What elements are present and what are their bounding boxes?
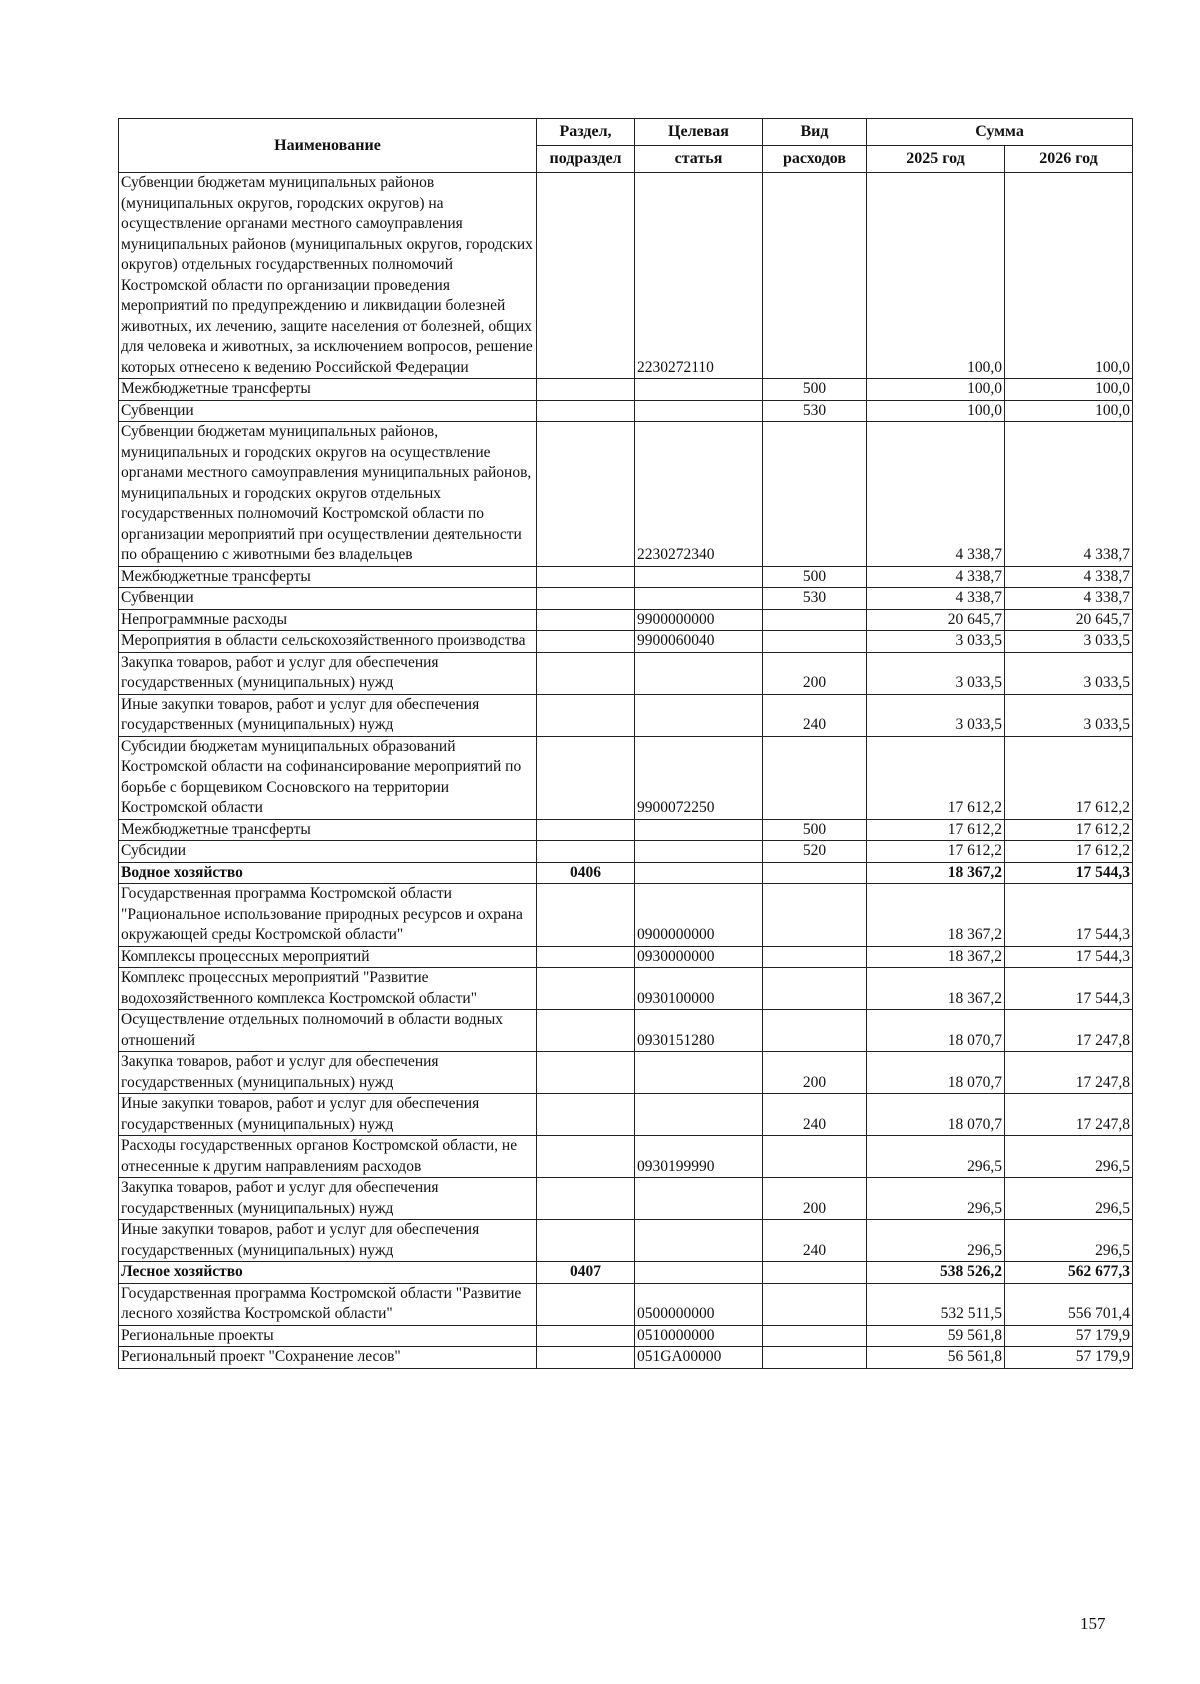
cell-sum-2025: 3 033,5 [867,631,1005,653]
table-row [119,884,1133,947]
cell-name: Комплекс процессных мероприятий "Развитие водохозяйственного комплекса Костромской области" [119,968,537,1010]
cell-sum-2025: 296,5 [867,1178,1005,1220]
cell-expense-type [763,1262,867,1284]
cell-sum-2025: 18 367,2 [867,862,1005,884]
cell-section [537,609,635,631]
table-row [119,379,1133,401]
table-row [119,1136,1133,1178]
cell-name: Закупка товаров, работ и услуг для обеспечения государственных (муниципальных) нужд [119,652,537,694]
cell-section: 0406 [537,862,635,884]
header-exptype-2: расходов [763,146,867,173]
cell-section [537,694,635,736]
table-row [119,588,1133,610]
header-2026: 2026 год [1005,146,1133,173]
cell-expense-type [763,736,867,819]
cell-target-code: 0930100000 [635,968,763,1010]
cell-target-code [635,1178,763,1220]
cell-sum-2025: 17 612,2 [867,736,1005,819]
cell-expense-type [763,862,867,884]
cell-section [537,588,635,610]
cell-name: Непрограммные расходы [119,609,537,631]
cell-sum-2026: 3 033,5 [1005,631,1133,653]
cell-sum-2025: 59 561,8 [867,1325,1005,1347]
cell-name: Субвенции бюджетам муниципальных районов, муниципальных и городских округов на осуществление органами местного самоуправления муниципальных районов, муниципальных и городских округов отдельных государственных полномочий Костромской области по организации мероприятий при осуществлении деятельности по обращению с животными без владельцев [119,422,537,567]
cell-expense-type: 500 [763,379,867,401]
cell-expense-type: 500 [763,819,867,841]
cell-section [537,566,635,588]
cell-target-code: 2230272340 [635,422,763,567]
cell-sum-2025: 20 645,7 [867,609,1005,631]
cell-target-code [635,694,763,736]
cell-section [537,841,635,863]
table-row [119,1262,1133,1284]
cell-target-code [635,1052,763,1094]
cell-target-code [635,1220,763,1262]
cell-name: Лесное хозяйство [119,1262,537,1284]
cell-name: Осуществление отдельных полномочий в области водных отношений [119,1010,537,1052]
cell-name: Государственная программа Костромской области "Рациональное использование природных ресурсов и охрана окружающей среды Костромской области" [119,884,537,947]
cell-section [537,819,635,841]
header-target: Целевая [635,119,763,146]
cell-name: Государственная программа Костромской области "Развитие лесного хозяйства Костромской области" [119,1283,537,1325]
cell-section [537,173,635,379]
cell-target-code [635,841,763,863]
cell-sum-2025: 4 338,7 [867,588,1005,610]
cell-sum-2026: 57 179,9 [1005,1347,1133,1369]
cell-expense-type: 530 [763,400,867,422]
cell-expense-type [763,1347,867,1369]
cell-section [537,1347,635,1369]
cell-sum-2026: 296,5 [1005,1136,1133,1178]
cell-target-code [635,400,763,422]
cell-name: Закупка товаров, работ и услуг для обеспечения государственных (муниципальных) нужд [119,1052,537,1094]
cell-expense-type [763,1136,867,1178]
cell-sum-2025: 296,5 [867,1136,1005,1178]
cell-sum-2026: 17 612,2 [1005,819,1133,841]
table-row [119,652,1133,694]
cell-sum-2026: 3 033,5 [1005,694,1133,736]
cell-section [537,631,635,653]
cell-target-code: 0930199990 [635,1136,763,1178]
cell-section [537,736,635,819]
cell-sum-2025: 100,0 [867,173,1005,379]
cell-sum-2026: 17 544,3 [1005,968,1133,1010]
cell-expense-type [763,884,867,947]
cell-target-code: 9900072250 [635,736,763,819]
cell-target-code [635,819,763,841]
table-row [119,946,1133,968]
cell-expense-type [763,968,867,1010]
cell-expense-type: 500 [763,566,867,588]
table-row [119,1325,1133,1347]
table-row [119,400,1133,422]
cell-target-code [635,1094,763,1136]
table-row [119,631,1133,653]
cell-sum-2025: 4 338,7 [867,422,1005,567]
cell-section [537,1220,635,1262]
table-row [119,1220,1133,1262]
cell-sum-2026: 100,0 [1005,379,1133,401]
cell-name: Межбюджетные трансферты [119,566,537,588]
cell-sum-2026: 4 338,7 [1005,422,1133,567]
table-row [119,862,1133,884]
cell-name: Региональные проекты [119,1325,537,1347]
table-row [119,173,1133,379]
cell-section [537,1052,635,1094]
cell-sum-2025: 18 367,2 [867,884,1005,947]
cell-expense-type [763,1010,867,1052]
cell-target-code: 9900000000 [635,609,763,631]
cell-sum-2026: 562 677,3 [1005,1262,1133,1284]
cell-sum-2026: 556 701,4 [1005,1283,1133,1325]
cell-name: Межбюджетные трансферты [119,379,537,401]
page-number: 157 [1080,1614,1106,1633]
cell-name: Субсидии бюджетам муниципальных образований Костромской области на софинансирование мероприятий по борьбе с борщевиком Сосновского на территории Костромской области [119,736,537,819]
header-row [119,119,1133,146]
cell-target-code [635,379,763,401]
cell-name: Межбюджетные трансферты [119,819,537,841]
cell-sum-2026: 296,5 [1005,1220,1133,1262]
table-row [119,968,1133,1010]
cell-expense-type: 200 [763,1178,867,1220]
cell-section [537,1283,635,1325]
cell-sum-2025: 18 070,7 [867,1010,1005,1052]
cell-target-code [635,588,763,610]
cell-sum-2025: 532 511,5 [867,1283,1005,1325]
cell-name: Субвенции бюджетам муниципальных районов (муниципальных округов, городских округов) на осуществление органами местного самоуправления муниципальных районов (муниципальных округов, городских округов) отдельных государственных полномочий Костромской области по организации проведения мероприятий по предупреждению и ликвидации болезней животных, их лечению, защите населения от болезней, общих для человека и животных, за исключением вопросов, решение которых отнесено к ведению Российской Федерации [119,173,537,379]
cell-expense-type [763,1325,867,1347]
cell-sum-2025: 3 033,5 [867,694,1005,736]
cell-sum-2025: 18 070,7 [867,1094,1005,1136]
header-2025: 2025 год [867,146,1005,173]
cell-target-code: 0900000000 [635,884,763,947]
cell-name: Комплексы процессных мероприятий [119,946,537,968]
cell-expense-type [763,1283,867,1325]
cell-sum-2026: 100,0 [1005,173,1133,379]
cell-sum-2026: 4 338,7 [1005,588,1133,610]
cell-name: Субвенции [119,400,537,422]
table-row [119,422,1133,567]
cell-name: Закупка товаров, работ и услуг для обеспечения государственных (муниципальных) нужд [119,1178,537,1220]
cell-name: Иные закупки товаров, работ и услуг для обеспечения государственных (муниципальных) нужд [119,1094,537,1136]
cell-sum-2026: 17 544,3 [1005,884,1133,947]
cell-name: Региональный проект "Сохранение лесов" [119,1347,537,1369]
cell-expense-type: 240 [763,1220,867,1262]
cell-target-code: 0930000000 [635,946,763,968]
header-name: Наименование [119,119,537,173]
cell-target-code [635,652,763,694]
cell-expense-type: 200 [763,652,867,694]
cell-name: Мероприятия в области сельскохозяйственного производства [119,631,537,653]
cell-name: Иные закупки товаров, работ и услуг для обеспечения государственных (муниципальных) нужд [119,1220,537,1262]
cell-name: Иные закупки товаров, работ и услуг для обеспечения государственных (муниципальных) нужд [119,694,537,736]
cell-expense-type [763,946,867,968]
cell-target-code [635,1262,763,1284]
header-sum: Сумма [867,119,1133,146]
table-row [119,1052,1133,1094]
cell-section [537,1094,635,1136]
table-row [119,609,1133,631]
cell-sum-2026: 17 247,8 [1005,1010,1133,1052]
cell-name: Расходы государственных органов Костромской области, не отнесенные к другим направлениям расходов [119,1136,537,1178]
cell-name: Водное хозяйство [119,862,537,884]
cell-section [537,400,635,422]
cell-sum-2025: 18 367,2 [867,946,1005,968]
cell-section [537,968,635,1010]
cell-section [537,1325,635,1347]
cell-target-code [635,566,763,588]
header-section: Раздел, [537,119,635,146]
cell-expense-type: 200 [763,1052,867,1094]
cell-target-code: 0930151280 [635,1010,763,1052]
cell-sum-2025: 4 338,7 [867,566,1005,588]
cell-section [537,422,635,567]
cell-section [537,379,635,401]
cell-section [537,1178,635,1220]
cell-expense-type [763,173,867,379]
cell-target-code: 0500000000 [635,1283,763,1325]
table-row [119,1178,1133,1220]
cell-sum-2026: 17 612,2 [1005,736,1133,819]
cell-sum-2026: 4 338,7 [1005,566,1133,588]
cell-expense-type [763,422,867,567]
cell-expense-type: 240 [763,694,867,736]
cell-section [537,652,635,694]
cell-expense-type [763,631,867,653]
cell-section [537,1136,635,1178]
header-target-2: статья [635,146,763,173]
table-body [119,173,1133,1369]
cell-sum-2026: 17 544,3 [1005,946,1133,968]
cell-sum-2025: 18 070,7 [867,1052,1005,1094]
cell-section [537,946,635,968]
cell-expense-type: 240 [763,1094,867,1136]
cell-sum-2026: 17 247,8 [1005,1094,1133,1136]
cell-sum-2026: 57 179,9 [1005,1325,1133,1347]
table-row [119,736,1133,819]
cell-sum-2025: 3 033,5 [867,652,1005,694]
cell-expense-type: 520 [763,841,867,863]
cell-expense-type [763,609,867,631]
table-row [119,1347,1133,1369]
header-exptype: Вид [763,119,867,146]
cell-target-code [635,862,763,884]
cell-sum-2026: 17 544,3 [1005,862,1133,884]
cell-sum-2026: 296,5 [1005,1178,1133,1220]
table-row [119,819,1133,841]
cell-target-code: 2230272110 [635,173,763,379]
cell-name: Субсидии [119,841,537,863]
budget-table [118,118,1133,1369]
cell-sum-2025: 538 526,2 [867,1262,1005,1284]
cell-sum-2025: 296,5 [867,1220,1005,1262]
cell-sum-2026: 3 033,5 [1005,652,1133,694]
table-row [119,566,1133,588]
cell-sum-2025: 18 367,2 [867,968,1005,1010]
table-row [119,841,1133,863]
cell-sum-2025: 100,0 [867,400,1005,422]
cell-expense-type: 530 [763,588,867,610]
cell-sum-2026: 20 645,7 [1005,609,1133,631]
table-row [119,1010,1133,1052]
cell-target-code: 051GA00000 [635,1347,763,1369]
header-section-2: подраздел [537,146,635,173]
cell-target-code: 9900060040 [635,631,763,653]
cell-sum-2025: 100,0 [867,379,1005,401]
cell-sum-2025: 17 612,2 [867,819,1005,841]
table-row [119,694,1133,736]
cell-sum-2025: 56 561,8 [867,1347,1005,1369]
cell-name: Субвенции [119,588,537,610]
cell-sum-2025: 17 612,2 [867,841,1005,863]
cell-sum-2026: 100,0 [1005,400,1133,422]
table-row [119,1283,1133,1325]
cell-section [537,1010,635,1052]
cell-target-code: 0510000000 [635,1325,763,1347]
cell-section [537,884,635,947]
cell-sum-2026: 17 612,2 [1005,841,1133,863]
table-row [119,1094,1133,1136]
cell-section: 0407 [537,1262,635,1284]
cell-sum-2026: 17 247,8 [1005,1052,1133,1094]
